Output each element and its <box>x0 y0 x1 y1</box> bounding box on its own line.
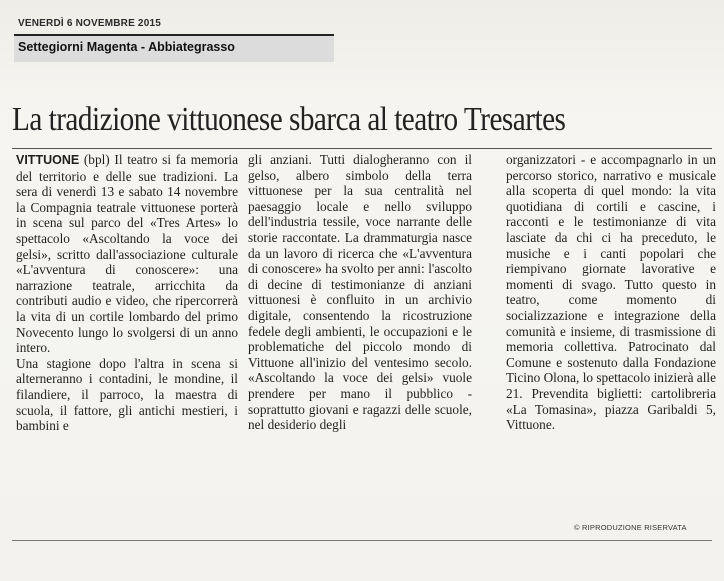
bottom-divider <box>12 540 712 541</box>
article-column-1 <box>16 152 238 434</box>
article-column-3: organizzatori - e accompagnarlo in un percorso storico, narrativo e musicale alla scoperta di quel mondo: la vita quotidiana di cortili e cascine, i racconti e le testimonianze di vita lasciate da chi ci ha preceduto, le musiche e i canti popolari che riempivano giornate lavorative e momenti di svago. Tutto questo in teatro, come momento di socializzazione e integrazione della comunità e insieme, di trasmissione di memoria collettiva. Patrocinato dal Comune e sostenuto dalla Fondazione Ticino Olona, lo spettacolo inizierà alle 21. Prevendita biglietti: cartolibreria «La Tomasina», piazza Garibaldi 5, Vittuone. <box>506 152 716 433</box>
masthead <box>14 10 334 66</box>
article-headline: La tradizione vittuonese sbarca al teatro Tresartes <box>12 101 566 138</box>
section-title: Settegiorni Magenta - Abbiategrasso <box>18 40 235 54</box>
issue-date: VENERDÌ 6 NOVEMBRE 2015 <box>18 18 161 29</box>
section-bar <box>14 34 334 62</box>
article-column-1-text: (bpl) Il teatro si fa memoria del territorio e delle sue tradizioni. La sera di venerdì 13 e sabato 14 novembre la Compagnia teatrale vittuonese porterà in scena sul parco del «Tres Artes» lo spettacolo «Ascoltando la voce dei gelsi», scritto dall'associazione culturale «L'avventura di conoscere»: una narrazione teatrale, arricchita da contributi audio e video, che ripercorrerà la vita di un cortile lombardo del primo Novecento lungo lo svolgersi di un anno intero. Una stagione dopo l'altra in scena si alterneranno i contadini, le mondine, il filandiere, il parroco, la maestra di scuola, il fattore, gli antichi mestieri, i bambini e <box>16 152 238 434</box>
article-lead-location: VITTUONE <box>16 153 80 167</box>
headline-divider <box>12 148 712 149</box>
copyright-notice: © RIPRODUZIONE RISERVATA <box>574 523 687 532</box>
article-column-2: gli anziani. Tutti dialogheranno con il gelso, albero simbolo della terra vittuonese per la sua centralità nel paesaggio locale e nello sviluppo dell'industria tessile, voce narrante delle storie raccontate. La drammaturgia nasce da un lavoro di ricerca che «L'avventura di conoscere» ha svolto per anni: l'ascolto di decine di testimonianze di anziani vittuonesi è confluito in un archivio digitale, consentendo la ricostruzione fedele degli ambienti, le occupazioni e le problematiche del piccolo mondo di Vittuone all'inizio del ventesimo secolo. «Ascoltando la voce dei gelsi» vuole prendere per mano il pubblico - soprattutto giovani e ragazzi delle scuole, nel desiderio degli <box>248 152 472 433</box>
